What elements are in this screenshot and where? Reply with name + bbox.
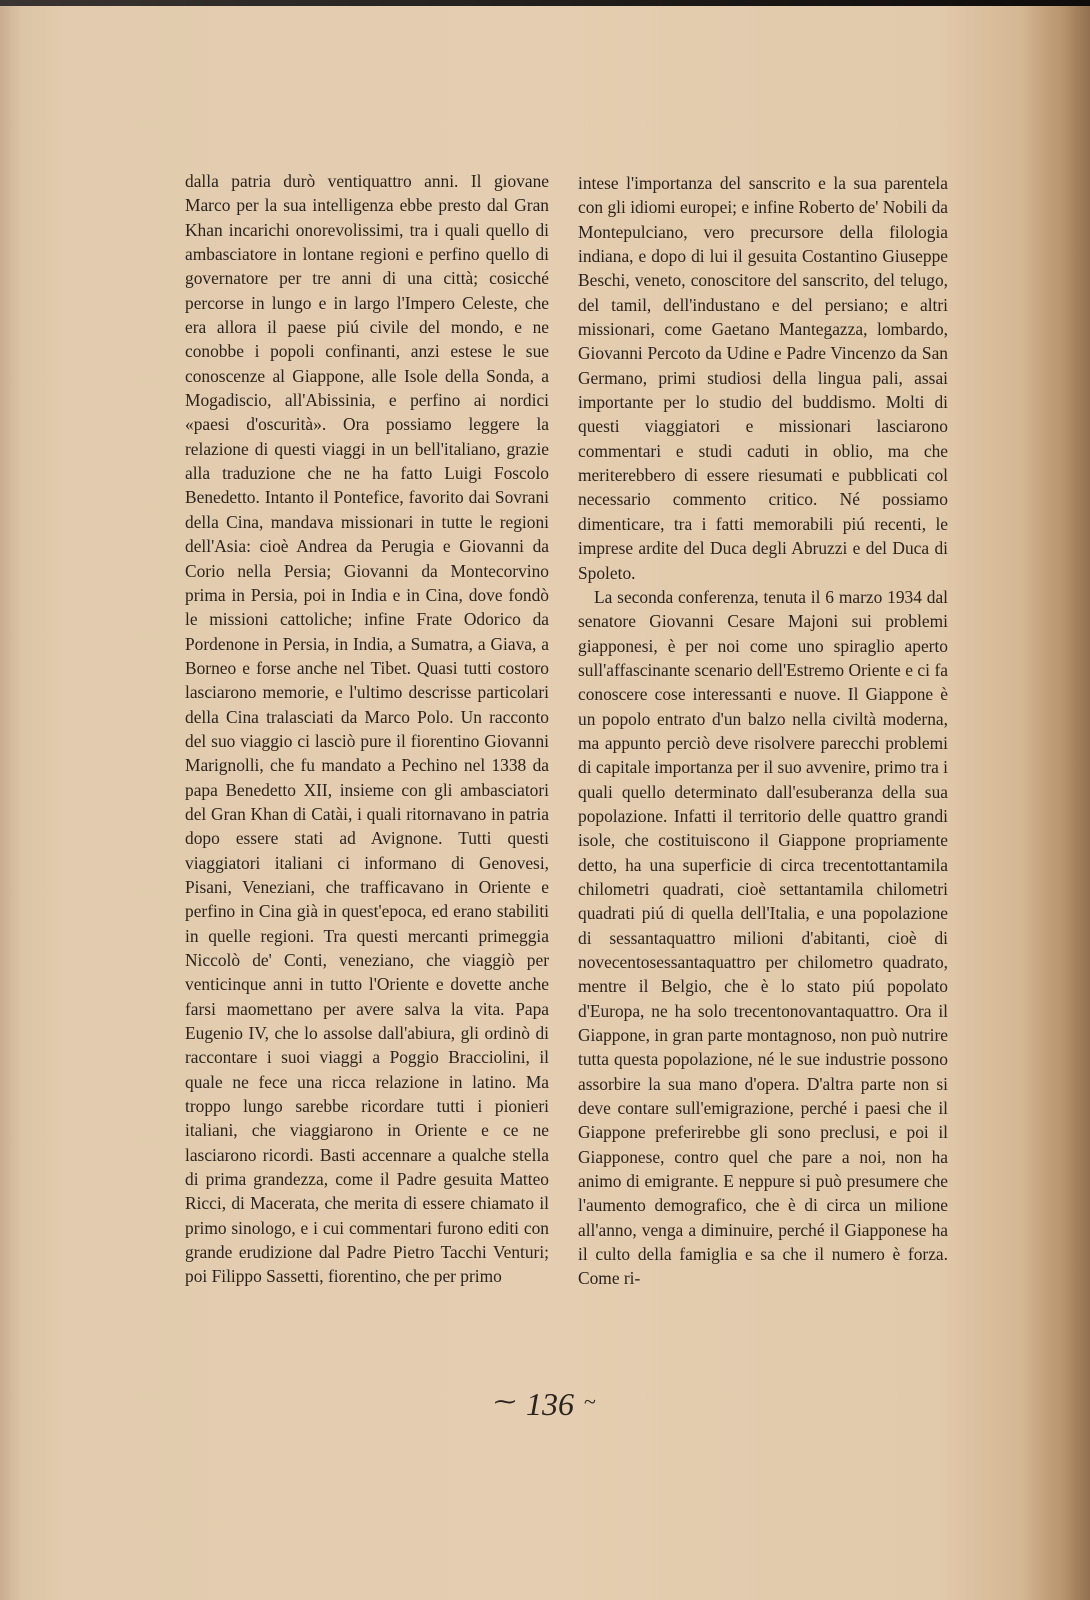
paragraph: intese l'importanza del sanscrito e la sua parentela con gli idiomi europei; e infine Roberto de' Nobili da Montepulciano, vero precursore della filologia indiana, e dopo di lui il gesuita Costantino Giuseppe Beschi, veneto, conoscitore del sanscrito, del telugo, del tamil, dell'industano e del persiano; e altri missionari, come Gaetano Mantegazza, lombardo, Giovanni Percoto da Udine e Padre Vincenzo da San Germano, primi studiosi della lingua pali, assai importante per lo studio del buddismo. Molti di questi viaggiatori e missionari lasciarono commentari e studi caduti in oblio, ma che meriterebbero di essere riesumati e pubblicati col necessario commento critico. Né possiamo dimenticare, tra i fatti memorabili piú recenti, le imprese ardite del Duca degli Abruzzi e del Duca di Spoleto. [578,173,948,583]
ornament-right: ~ [584,1389,596,1414]
ornament-left: ⁓ [494,1389,517,1414]
paragraph: dalla patria durò ventiquattro anni. Il giovane Marco per la sua intelligenza ebbe presto dal Gran Khan incarichi onorevolissimi, tra i quali quello di ambasciatore in lontane regioni e perfino quello di governatore per tre anni di una città; cosicché percorse in lungo e in largo l'Impero Celeste, che era allora il paese piú civile del mondo, e ne conobbe i popoli confinanti, anzi estese le sue conoscenze al Giappone, alle Isole della Sonda, a Mogadiscio, all'Abissinia, e perfino ai nordici «paesi d'oscurità». Ora possiamo leggere la relazione di questi viaggi in un bell'italiano, grazie alla traduzione che ne ha fatto Luigi Foscolo Benedetto. Intanto il Pontefice, favorito dai Sovrani della Cina, mandava missionari in tutte le regioni dell'Asia: cioè Andrea da Perugia e Giovanni da Corio nella Persia; Giovanni da Montecorvino prima in Persia, poi in India e in Cina, dove fondò le missioni cattoliche; infine Frate Odorico da Pordenone in Persia, in India, a Sumatra, a Giava, a Borneo e forse anche nel Tibet. Quasi tutti costoro lasciarono memorie, e l'ultimo descrisse particolari della Cina tralasciati da Marco Polo. Un racconto del suo viaggio ci lasciò pure il fiorentino Giovanni Marignolli, che fu mandato a Pechino nel 1338 da papa Benedetto XII, insieme con gli ambasciatori del Gran Khan di Catài, i quali ritornavano in patria dopo essere stati ad Avignone. Tutti questi viaggiatori italiani ci informano di Genovesi, Pisani, Veneziani, che trafficavano in Oriente e perfino in Cina già in quest'epoca, ed erano stabiliti in quelle regioni. Tra questi mercanti primeggia Niccolò de' Conti, veneziano, che viaggiò per venticinque anni in tutto l'Oriente e dovette anche farsi maomettano per avere salva la vita. Papa Eugenio IV, che lo assolse dall'abiura, gli ordinò di raccontare i suoi viaggi a Poggio Bracciolini, il quale ne fece una ricca relazione in latino. Ma troppo lungo sarebbe ricordare tutti i pionieri italiani, che viaggiarono in Oriente e ce ne lasciarono ricordi. Basti accennare a qualche stella di prima grandezza, come il Padre gesuita Matteo Ricci, di Macerata, che merita di essere chiamato il primo sinologo, e i cui commentari furono editi con grande erudizione dal Padre Pietro Tacchi Venturi; poi Filippo Sassetti, fiorentino, che per primo [185,171,549,1287]
book-page [0,6,1090,1600]
page-number-footer [0,1386,1090,1423]
paragraph: La seconda conferenza, tenuta il 6 marzo 1934 dal senatore Giovanni Cesare Majoni sui problemi giapponesi, è per noi come uno spiraglio aperto sull'affascinante scenario dell'Estremo Oriente e ci fa conoscere cose interessanti e nuove. Il Giappone è un popolo entrato d'un balzo nella civiltà moderna, ma appunto perciò deve risolvere parecchi problemi di capitale importanza per il suo avvenire, primo tra i quali quello determinato dall'esuberanza della sua popolazione. Infatti il territorio delle quattro grandi isole, che costituiscono il Giappone propriamente detto, ha una superficie di circa trecentottantamila chilometri quadrati, cioè settantamila chilometri quadrati piú di quella dell'Italia, e una popolazione di sessantaquattro milioni d'abitanti, cioè di novecentosessantaquattro per chilometro quadrato, mentre il Belgio, che è lo stato piú popolato d'Europa, ne ha solo trecentonovantaquattro. Ora il Giappone, in gran parte montagnoso, non può nutrire tutta questa popolazione, né le sue industrie possono assorbire la sua mano d'opera. D'altra parte non si deve contare sull'emigrazione, perché i paesi che il Giappone preferirebbe gli sono preclusi, e poi il Giapponese, contro quel che pare a noi, non ha animo di emigrante. E neppure si può presumere che l'aumento demografico, che è di circa un milione all'anno, venga a diminuire, perché il Giapponese ha il culto della famiglia e sa che il numero è forza. Come ri- [578,586,948,1289]
left-text-column [185,169,549,1289]
right-text-column [578,171,948,1291]
page-number: 136 [526,1386,575,1422]
page-edge-shadow [1020,6,1090,1600]
